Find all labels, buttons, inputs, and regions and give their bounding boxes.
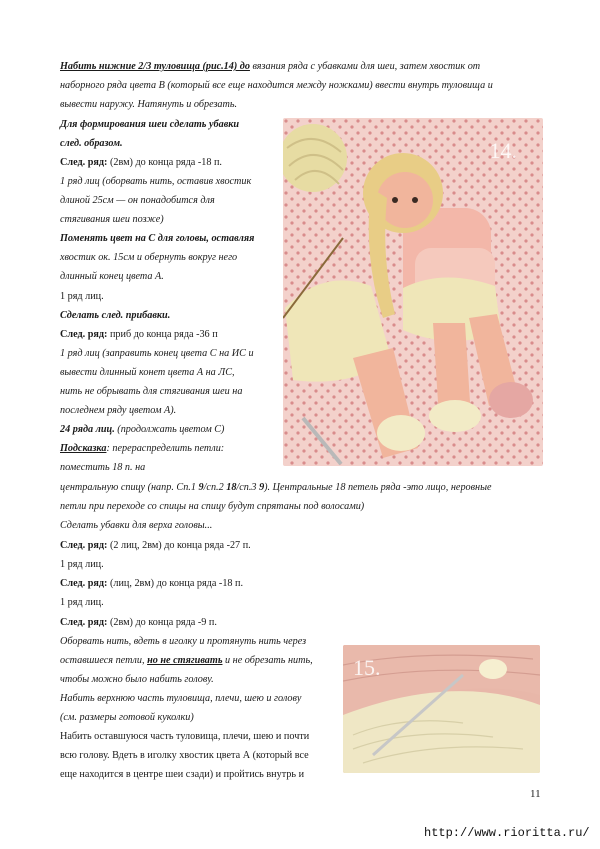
text-line: След. ряд: приб до конца ряда -36 п [60,329,218,340]
text-line: Подсказка: перераспределить петли: [60,443,225,454]
text-line: центральную спицу (напр. Сп.1 9/сп.2 18/сп.3 9). Центральные 18 петель ряда -это лицо, неровные [60,482,492,493]
text-line: След. ряд: (2вм) до конца ряда -18 п. [60,157,222,168]
text-line: хвостик ок. 15см и обернуть вокруг него [60,252,238,263]
text-line: 24 ряда лиц. (продолжать цветом С) [60,424,225,435]
text-line: Сделать след. прибавки. [60,310,171,321]
text-line: 1 ряд лиц (оборвать нить, оставив хвостик [60,176,252,187]
text-line: стягивания шеи позже) [60,214,164,225]
text-line: 1 ряд лиц. [60,291,104,302]
footer-url[interactable]: http://www.rioritta.ru/ [424,826,590,840]
text-line: Поменять цвет на С для головы, оставляя [60,233,255,244]
text-line: петли при переходе со спицы на спицу будут спрятаны под волосами) [60,501,365,512]
text-line: След. ряд: (лиц, 2вм) до конца ряда -18 п. [60,578,244,589]
text-line: длиной 25см — он понадобится для [60,195,215,206]
text-line: Для формирования шеи сделать убавки [60,119,240,130]
text-line: оставшиеся петли, но не стягивать и не обрезать нить, [60,655,313,666]
text-line: нить не обрывать для стягивания шеи на [60,386,243,397]
doll-photo-14 [283,118,543,466]
text-line: След. ряд: (2вм) до конца ряда -9 п. [60,617,217,628]
text-line: длинный конец цвета А. [60,271,164,282]
text-line: последнем ряду цветом А). [60,405,177,416]
text-line: (см. размеры готовой куколки) [60,712,194,723]
text-line: вывести длинный конет цвета А на ЛС, [60,367,235,378]
text-line: чтобы можно было набить голову. [60,674,214,685]
text-line: 1 ряд лиц. [60,559,104,570]
text-line: след. образом. [60,138,123,149]
text-line: Набить верхнюю часть туловища, плечи, шею и голову [60,693,302,704]
text-line: Набить нижние 2/3 туловища (рис.14) до вязания ряда с убавками для шеи, затем хвостик от [60,61,481,72]
text-line: Сделать убавки для верха головы... [60,520,213,531]
text-line: 1 ряд лиц. [60,597,104,608]
text-line: След. ряд: (2 лиц, 2вм) до конца ряда -27 п. [60,540,251,551]
text-line: Оборвать нить, вдеть в иголку и протянуть нить через [60,636,307,647]
knitting-photo-15 [343,645,540,773]
text-line: Набить оставшуюся часть туловища, плечи, шею и почти [60,731,310,742]
photo-number-14: 14. [489,138,517,163]
text-line: 1 ряд лиц (заправить конец цвета С на ИС и [60,348,254,359]
text-line: вывести наружу. Натянуть и обрезать. [60,99,238,110]
page-number: 11 [530,788,541,800]
text-line: всю голову. Вдеть в иголку хвостик цвета А (который все [60,750,309,761]
text-line: наборного ряда цвета В (который все еще находится между ножками) ввести внутрь туловища и [60,80,493,91]
photo-number-15: 15. [353,655,381,680]
text-line: еще находится в центре шеи сзади) и пройтись внутрь и [60,769,305,780]
text-line: поместить 18 п. на [60,462,146,473]
